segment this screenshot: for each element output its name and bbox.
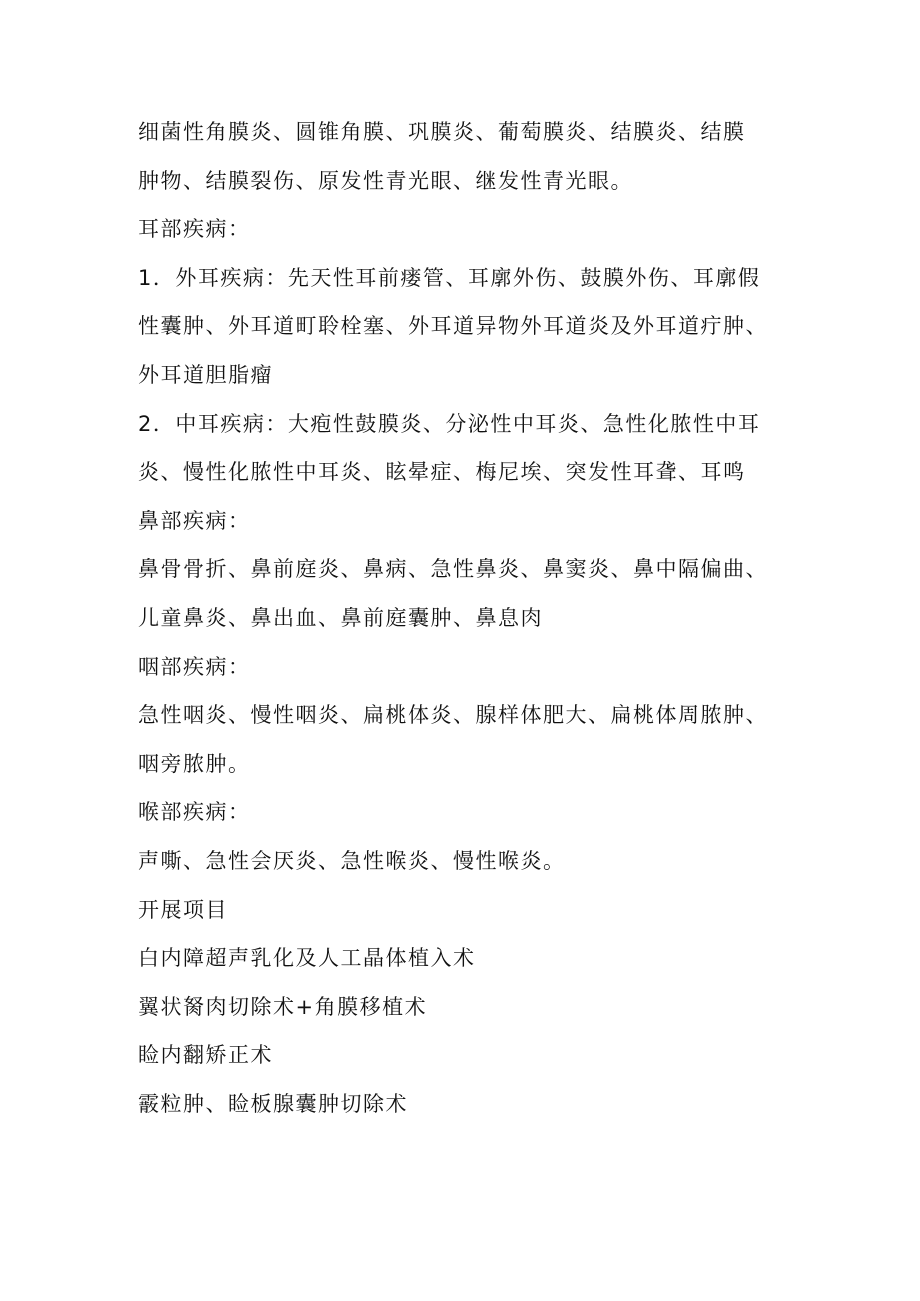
section-heading-larynx: 喉部疾病： (138, 800, 251, 825)
project-item: 白内障超声乳化及人工晶体植入术 (138, 946, 476, 971)
text-line: 肿物、结膜裂伤、原发性青光眼、继发性青光眼。 (138, 168, 633, 193)
text-line: 炎、慢性化脓性中耳炎、眩晕症、梅尼埃、突发性耳聋、耳鸣 (138, 460, 746, 485)
section-heading-nose: 鼻部疾病： (138, 508, 251, 533)
text-line: 声嘶、急性会厌炎、急性喉炎、慢性喉炎。 (138, 848, 566, 873)
text-line: 细菌性角膜炎、圆锥角膜、巩膜炎、葡萄膜炎、结膜炎、结膜 (138, 120, 746, 144)
section-heading-projects: 开展项目 (138, 897, 228, 922)
text-line: 1．外耳疾病：先天性耳前瘘管、耳廓外伤、鼓膜外伤、耳廓假 (138, 265, 761, 290)
text-line: 性囊肿、外耳道町聆栓塞、外耳道异物外耳道炎及外耳道疔肿、 (138, 314, 768, 339)
project-item: 睑内翻矫正术 (138, 1043, 273, 1068)
section-heading-ear: 耳部疾病： (138, 217, 251, 242)
text-line: 鼻骨骨折、鼻前庭炎、鼻病、急性鼻炎、鼻窦炎、鼻中隔偏曲、 (138, 557, 768, 582)
section-heading-pharynx: 咽部疾病： (138, 654, 251, 679)
text-line: 儿童鼻炎、鼻出血、鼻前庭囊肿、鼻息肉 (138, 605, 543, 630)
text-line: 外耳道胆脂瘤 (138, 362, 273, 387)
text-line: 咽旁脓肿。 (138, 751, 251, 776)
text-line: 2．中耳疾病：大疱性鼓膜炎、分泌性中耳炎、急性化脓性中耳 (138, 411, 761, 436)
document-body (138, 112, 818, 1132)
project-item: 翼状胬肉切除术+角膜移植术 (138, 994, 428, 1019)
text-line: 急性咽炎、慢性咽炎、扁桃体炎、腺样体肥大、扁桃体周脓肿、 (138, 703, 768, 728)
project-item: 霰粒肿、睑板腺囊肿切除术 (138, 1091, 408, 1116)
